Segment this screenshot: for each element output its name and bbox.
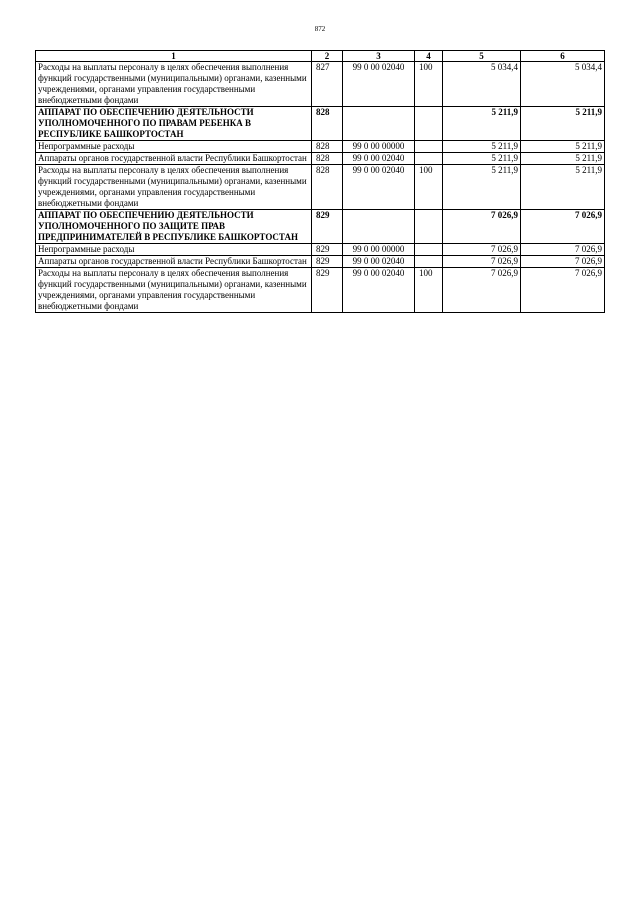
row-name: Непрограммные расходы xyxy=(36,244,312,256)
table-row xyxy=(36,268,605,313)
table-row xyxy=(36,153,605,165)
column-header-3: 3 xyxy=(343,51,415,62)
row-code: 827 xyxy=(312,62,343,107)
page-number: 872 xyxy=(314,25,326,33)
row-sum-1: 5 034,4 xyxy=(443,62,521,107)
row-vr xyxy=(415,210,443,244)
table-row xyxy=(36,244,605,256)
row-sum-2: 7 026,9 xyxy=(521,244,605,256)
column-header-2: 2 xyxy=(312,51,343,62)
row-vr: 100 xyxy=(415,62,443,107)
row-vr xyxy=(415,107,443,141)
row-code: 828 xyxy=(312,153,343,165)
row-csr: 99 0 00 00000 xyxy=(343,244,415,256)
row-name: АППАРАТ ПО ОБЕСПЕЧЕНИЮ ДЕЯТЕЛЬНОСТИ УПОЛНОМОЧЕННОГО ПО ПРАВАМ РЕБЕНКА В РЕСПУБЛИКЕ БАШКОРТОСТАН xyxy=(36,107,312,141)
row-csr: 99 0 00 02040 xyxy=(343,62,415,107)
row-csr: 99 0 00 02040 xyxy=(343,165,415,210)
column-header-1: 1 xyxy=(36,51,312,62)
row-sum-2: 5 211,9 xyxy=(521,165,605,210)
row-code: 828 xyxy=(312,107,343,141)
table-header-row xyxy=(36,51,605,62)
row-csr: 99 0 00 02040 xyxy=(343,153,415,165)
row-sum-2: 7 026,9 xyxy=(521,210,605,244)
row-sum-1: 7 026,9 xyxy=(443,244,521,256)
row-code: 829 xyxy=(312,244,343,256)
row-name: Непрограммные расходы xyxy=(36,141,312,153)
row-vr xyxy=(415,153,443,165)
table-row xyxy=(36,210,605,244)
row-vr: 100 xyxy=(415,165,443,210)
row-sum-1: 7 026,9 xyxy=(443,256,521,268)
row-sum-1: 7 026,9 xyxy=(443,268,521,313)
budget-table xyxy=(35,50,605,313)
row-sum-2: 7 026,9 xyxy=(521,256,605,268)
table-row xyxy=(36,256,605,268)
row-sum-1: 5 211,9 xyxy=(443,153,521,165)
row-name: Аппараты органов государственной власти Республики Башкортостан xyxy=(36,256,312,268)
table-body xyxy=(36,62,605,313)
table-row xyxy=(36,107,605,141)
row-code: 829 xyxy=(312,210,343,244)
row-vr xyxy=(415,141,443,153)
row-vr: 100 xyxy=(415,268,443,313)
row-csr: 99 0 00 02040 xyxy=(343,268,415,313)
row-code: 829 xyxy=(312,256,343,268)
row-code: 829 xyxy=(312,268,343,313)
row-vr xyxy=(415,244,443,256)
row-name: Расходы на выплаты персоналу в целях обеспечения выполнения функций государственными (муниципальными) органами, казенными учреждениями, органами управления государственными внебюджетными фондами xyxy=(36,268,312,313)
row-code: 828 xyxy=(312,165,343,210)
row-sum-2: 5 034,4 xyxy=(521,62,605,107)
row-name: Расходы на выплаты персоналу в целях обеспечения выполнения функций государственными (муниципальными) органами, казенными учреждениями, органами управления государственными внебюджетными фондами xyxy=(36,62,312,107)
row-sum-1: 5 211,9 xyxy=(443,141,521,153)
row-vr xyxy=(415,256,443,268)
row-sum-1: 7 026,9 xyxy=(443,210,521,244)
column-header-5: 5 xyxy=(443,51,521,62)
row-sum-2: 5 211,9 xyxy=(521,153,605,165)
column-header-4: 4 xyxy=(415,51,443,62)
row-sum-2: 5 211,9 xyxy=(521,107,605,141)
column-header-6: 6 xyxy=(521,51,605,62)
row-sum-1: 5 211,9 xyxy=(443,165,521,210)
row-sum-1: 5 211,9 xyxy=(443,107,521,141)
row-csr xyxy=(343,210,415,244)
row-name: Расходы на выплаты персоналу в целях обеспечения выполнения функций государственными (муниципальными) органами, казенными учреждениями, органами управления государственными внебюджетными фондами xyxy=(36,165,312,210)
row-csr xyxy=(343,107,415,141)
table-row xyxy=(36,165,605,210)
table-row xyxy=(36,141,605,153)
row-name: Аппараты органов государственной власти Республики Башкортостан xyxy=(36,153,312,165)
row-code: 828 xyxy=(312,141,343,153)
table-row xyxy=(36,62,605,107)
row-name: АППАРАТ ПО ОБЕСПЕЧЕНИЮ ДЕЯТЕЛЬНОСТИ УПОЛНОМОЧЕННОГО ПО ЗАЩИТЕ ПРАВ ПРЕДПРИНИМАТЕЛЕЙ В РЕСПУБЛИКЕ БАШКОРТОСТАН xyxy=(36,210,312,244)
row-csr: 99 0 00 00000 xyxy=(343,141,415,153)
row-csr: 99 0 00 02040 xyxy=(343,256,415,268)
row-sum-2: 5 211,9 xyxy=(521,141,605,153)
row-sum-2: 7 026,9 xyxy=(521,268,605,313)
